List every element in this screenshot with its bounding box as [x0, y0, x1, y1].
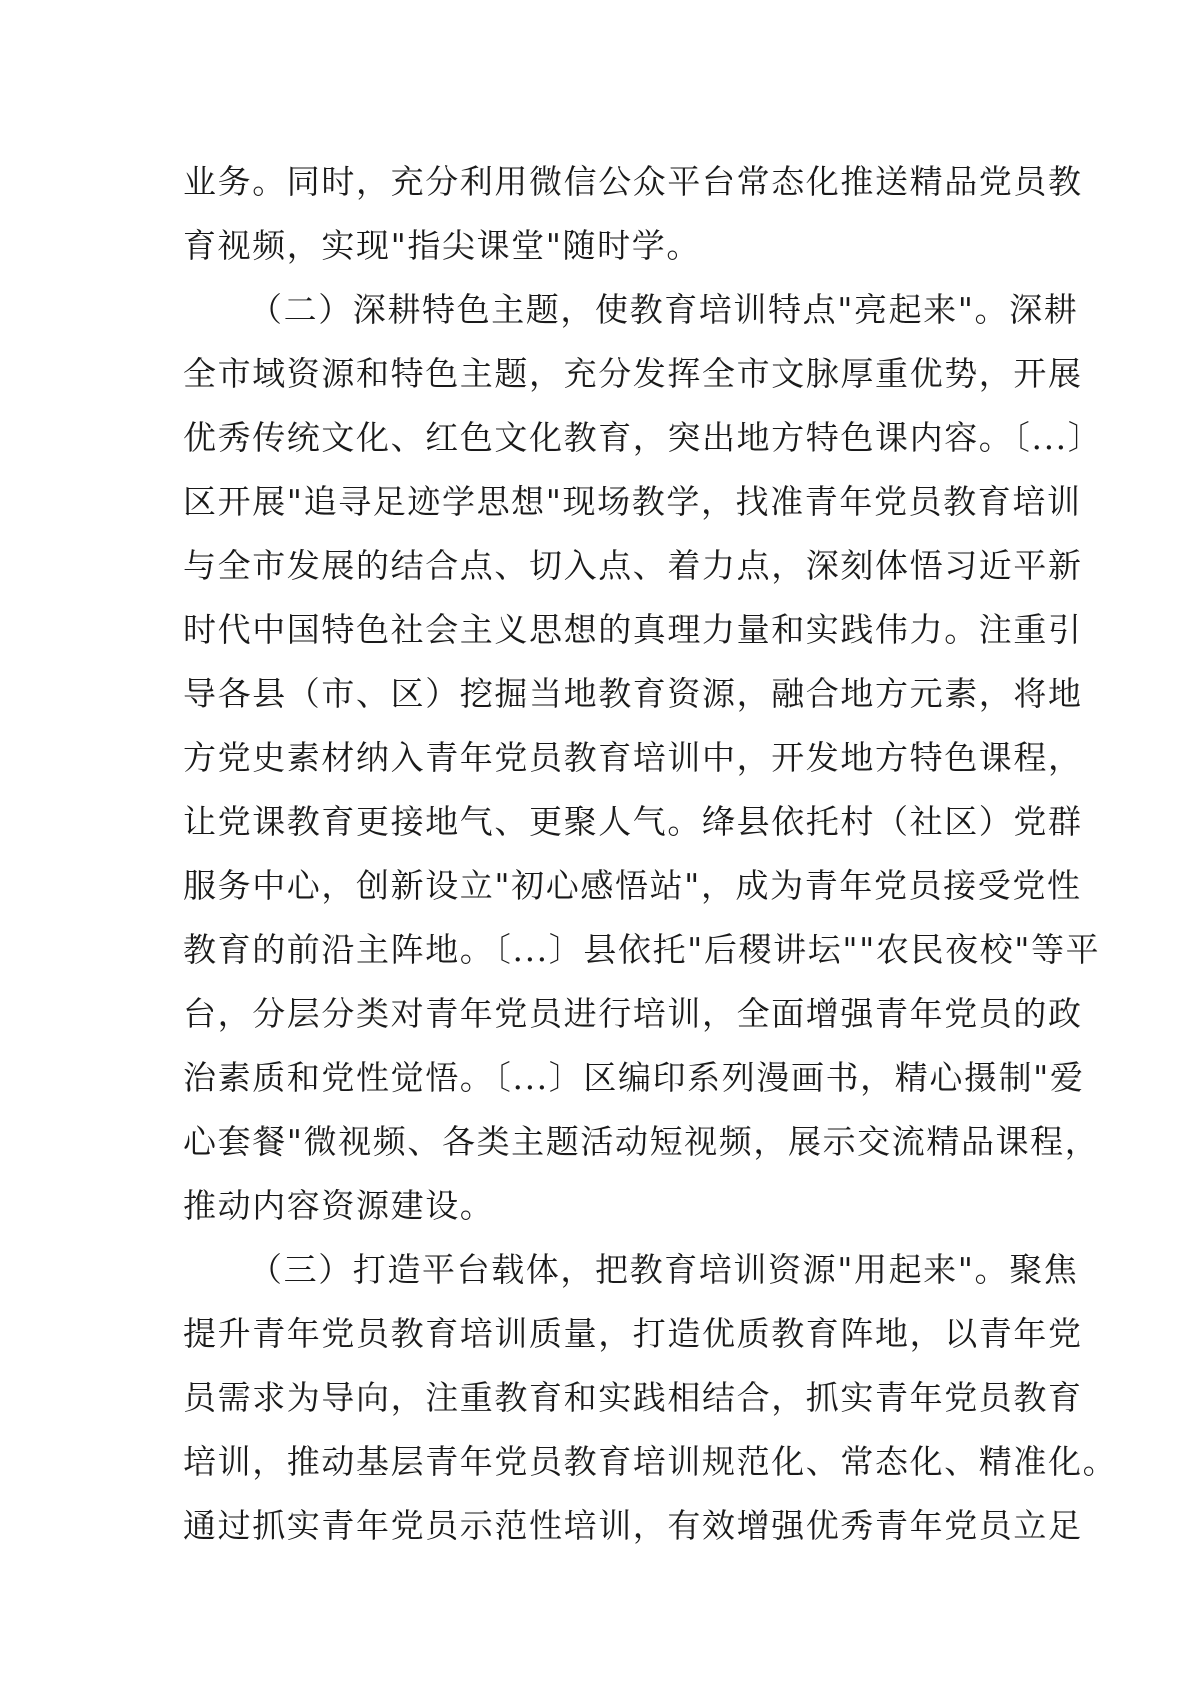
paragraph-2-line-13: 治素质和党性觉悟。〔...〕区编印系列漫画书，精心摄制"爱 — [183, 1058, 1085, 1097]
paragraph-3-line-5: 通过抓实青年党员示范性培训，有效增强优秀青年党员立足 — [183, 1506, 1083, 1545]
paragraph-2-line-15: 推动内容资源建设。 — [183, 1186, 495, 1225]
paragraph-1-line-1: 业务。同时，充分利用微信公众平台常态化推送精品党员教 — [183, 162, 1083, 201]
paragraph-2-line-6: 时代中国特色社会主义思想的真理力量和实践伟力。注重引 — [183, 610, 1083, 649]
paragraph-2-line-14: 心套餐"微视频、各类主题活动短视频，展示交流精品课程， — [183, 1122, 1100, 1161]
paragraph-2-line-11: 教育的前沿主阵地。〔...〕县依托"后稷讲坛""农民夜校"等平 — [183, 930, 1101, 969]
paragraph-2-line-7: 导各县（市、区）挖掘当地教育资源，融合地方元素，将地 — [183, 674, 1083, 713]
paragraph-1-line-2: 育视频，实现"指尖课堂"随时学。 — [183, 226, 701, 265]
paragraph-2-line-10: 服务中心，创新设立"初心感悟站"，成为青年党员接受党性 — [183, 866, 1082, 905]
paragraph-2-line-12: 台，分层分类对青年党员进行培训，全面增强青年党员的政 — [183, 994, 1083, 1033]
paragraph-2-line-1: （二）深耕特色主题，使教育培训特点"亮起来"。深耕 — [249, 290, 1079, 329]
paragraph-3-line-2: 提升青年党员教育培训质量，打造优质教育阵地，以青年党 — [183, 1314, 1083, 1353]
paragraph-2-line-3: 优秀传统文化、红色文化教育，突出地方特色课内容。〔...〕 — [183, 418, 1103, 457]
paragraph-3-line-4: 培训，推动基层青年党员教育培训规范化、常态化、精准化。 — [183, 1442, 1118, 1481]
paragraph-2-line-5: 与全市发展的结合点、切入点、着力点，深刻体悟习近平新 — [183, 546, 1083, 585]
paragraph-2-line-8: 方党史素材纳入青年党员教育培训中，开发地方特色课程， — [183, 738, 1083, 777]
paragraph-3-line-1: （三）打造平台载体，把教育培训资源"用起来"。聚焦 — [249, 1250, 1079, 1289]
document-body — [183, 150, 1118, 1558]
paragraph-2-line-9: 让党课教育更接地气、更聚人气。绛县依托村（社区）党群 — [183, 802, 1083, 841]
paragraph-2-line-4: 区开展"追寻足迹学思想"现场教学，找准青年党员教育培训 — [183, 482, 1082, 521]
paragraph-2-line-2: 全市域资源和特色主题，充分发挥全市文脉厚重优势，开展 — [183, 354, 1083, 393]
paragraph-3-line-3: 员需求为导向，注重教育和实践相结合，抓实青年党员教育 — [183, 1378, 1083, 1417]
